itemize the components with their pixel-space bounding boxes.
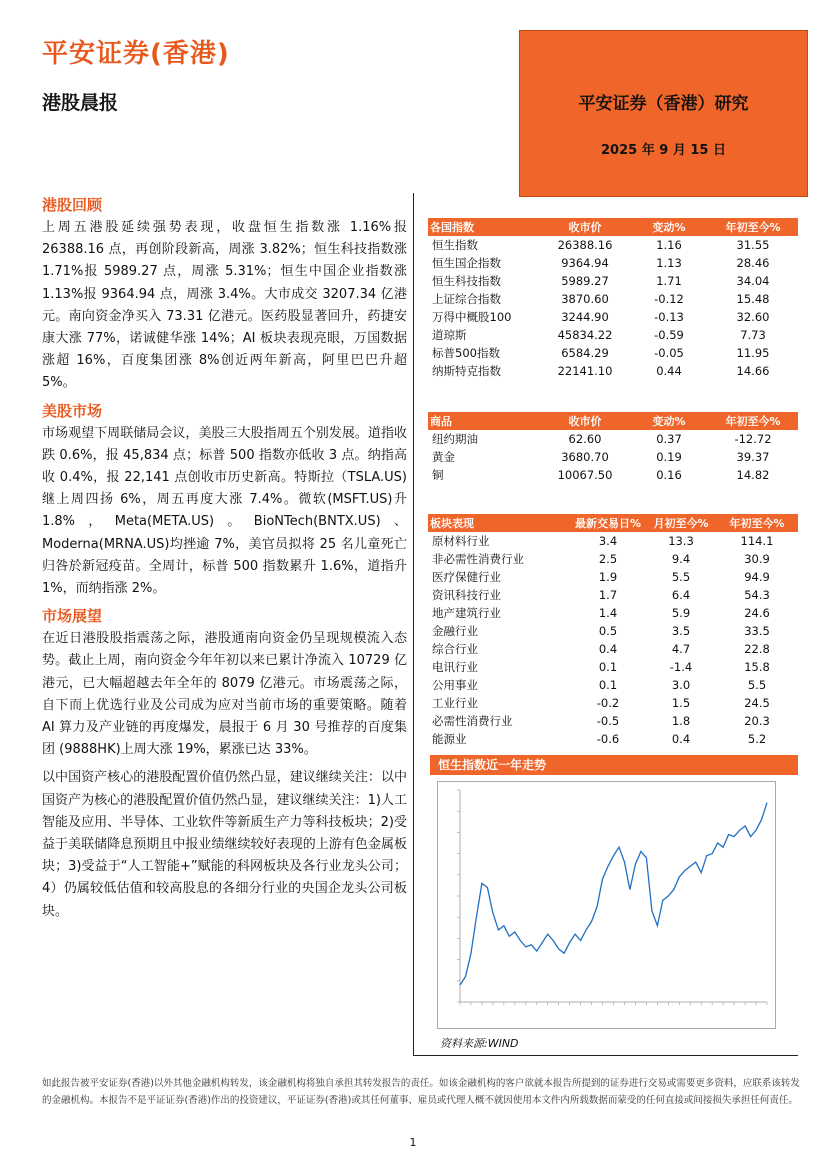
row-label: 万得中概股100 xyxy=(432,310,512,324)
row-label: 纽约期油 xyxy=(432,432,478,447)
cell-value: 22.8 xyxy=(744,642,770,656)
cell-value: 2.5 xyxy=(598,552,618,566)
cell-value: 0.5 xyxy=(598,624,618,638)
cell-value: 62.60 xyxy=(568,432,602,447)
row-label: 标普500指数 xyxy=(432,346,500,360)
cell-value: 28.46 xyxy=(736,256,770,270)
cell-value: 15.48 xyxy=(736,292,770,306)
row-label: 能源业 xyxy=(432,732,467,746)
cell-value: 5989.27 xyxy=(561,274,609,288)
cell-value: 11.95 xyxy=(736,346,770,360)
cell-value: 10067.50 xyxy=(557,468,613,482)
cell-value: 24.6 xyxy=(744,606,770,620)
cell-value: 5.2 xyxy=(747,732,767,746)
row-label: 工业行业 xyxy=(432,696,478,710)
cell-value: 94.9 xyxy=(744,570,770,584)
company-logo: 平安证券(香港) xyxy=(42,39,230,69)
table-header: 月初至今% xyxy=(646,514,716,532)
cell-value: 5.9 xyxy=(671,606,691,620)
table-header: 年初至今% xyxy=(716,514,798,532)
cell-value: 1.13 xyxy=(656,256,682,270)
table-header: 变动% xyxy=(630,412,708,430)
cell-value: 0.1 xyxy=(598,678,618,692)
page-title: 港股晨报 xyxy=(42,92,119,114)
chart-title: 恒生指数近一年走势 xyxy=(430,755,798,775)
row-label: 恒生指数 xyxy=(432,238,478,253)
row-label: 恒生国企指数 xyxy=(432,256,501,270)
series-line xyxy=(460,803,767,985)
cell-value: 30.9 xyxy=(744,552,770,566)
cell-value: 3.4 xyxy=(598,534,618,549)
hsi-chart xyxy=(437,781,776,1029)
table-row xyxy=(428,272,798,290)
cell-value: 33.5 xyxy=(744,624,770,638)
bottom-divider xyxy=(413,1055,798,1056)
cell-value: -0.59 xyxy=(654,328,684,342)
row-label: 黄金 xyxy=(432,450,455,464)
row-label: 原材料行业 xyxy=(432,534,490,549)
cell-value: 13.3 xyxy=(668,534,694,549)
section-heading: 美股市场 xyxy=(42,401,103,420)
row-label: 医疗保健行业 xyxy=(432,570,501,584)
index-table xyxy=(428,218,798,380)
cell-value: -0.5 xyxy=(596,714,620,728)
table-header: 年初至今% xyxy=(708,412,798,430)
cell-value: 9.4 xyxy=(671,552,691,566)
cell-value: 31.55 xyxy=(736,238,770,253)
table-row xyxy=(428,466,798,484)
row-label: 必需性消费行业 xyxy=(432,714,513,728)
cell-value: 32.60 xyxy=(736,310,770,324)
cell-value: 3.5 xyxy=(671,624,691,638)
cell-value: 9364.94 xyxy=(561,256,609,270)
table-row xyxy=(428,658,798,676)
cell-value: 45834.22 xyxy=(557,328,613,342)
report-header-box xyxy=(519,30,808,197)
table-row xyxy=(428,448,798,466)
cell-value: 3244.90 xyxy=(561,310,609,324)
cell-value: -0.2 xyxy=(596,696,620,710)
cell-value: 0.1 xyxy=(598,660,618,674)
cell-value: 1.4 xyxy=(598,606,618,620)
cell-value: 4.7 xyxy=(671,642,691,656)
table-row xyxy=(428,640,798,658)
table-header: 最新交易日% xyxy=(570,514,646,532)
cell-value: 1.8 xyxy=(671,714,691,728)
row-label: 资讯科技行业 xyxy=(432,588,501,602)
cell-value: 1.16 xyxy=(656,238,682,253)
cell-value: 14.82 xyxy=(736,468,770,482)
sector-table xyxy=(428,514,798,748)
row-label: 地产建筑行业 xyxy=(432,606,501,620)
cell-value: 7.73 xyxy=(740,328,766,342)
table-header: 收市价 xyxy=(540,218,630,236)
section-heading: 市场展望 xyxy=(42,607,103,626)
table-header: 年初至今% xyxy=(708,218,798,236)
chart-axes xyxy=(460,790,767,1002)
cell-value: 0.44 xyxy=(656,364,682,378)
hsi-chart-svg xyxy=(438,782,775,1028)
table-row xyxy=(428,730,798,748)
cell-value: 114.1 xyxy=(740,534,774,549)
table-row xyxy=(428,326,798,344)
row-label: 电讯行业 xyxy=(432,660,478,674)
table-header-row xyxy=(428,412,798,430)
cell-value: 20.3 xyxy=(744,714,770,728)
commentary-column xyxy=(42,193,407,923)
row-label: 金融行业 xyxy=(432,624,478,638)
commodity-table xyxy=(428,412,798,484)
cell-value: -0.13 xyxy=(654,310,684,324)
row-label: 道琼斯 xyxy=(432,328,467,342)
cell-value: -0.12 xyxy=(654,292,684,306)
cell-value: 3.0 xyxy=(671,678,691,692)
section-paragraph: 以中国资产核心的港股配置价值仍然凸显，建议继续关注：以中国资产为核心的港股配置价值仍然凸显，建议继续关注：1)人工智能及应用、半导体、工业软件等新质生产力等科技板块；2)受益于美联储降息预期且中报业绩继续较好表现的上游有色金属板块；3)受益于“人工智能+”赋能的科网板块及各行业龙头公司；4）仍属较低估值和较高股息的各细分行业的央国企龙头公司板块。 xyxy=(42,770,407,919)
cell-value: -1.4 xyxy=(669,660,693,674)
table-row xyxy=(428,236,798,254)
table-row xyxy=(428,308,798,326)
table-row xyxy=(428,362,798,380)
section-paragraph: 市场观望下周联储局会议，美股三大股指周五个别发展。道指收跌 0.6%，报 45,834 点；标普 500 指数亦低收 3 点。纳指高收 0.4%，报 22,141 点创收市历史新高。特斯拉（TSLA.US)继上周四扬 6%，周五再度大涨 7.4%。微软(MSFT.US)升 1.8%，Meta(META.US)。BioNTech(BNTX.US)、Moderna(MRNA.US)均挫逾 7%，美官员拟将 25 名儿童死亡归咎於新冠疫苗。全周计，标普 500 指数累升 1.6%，道指升 1%，而纳指涨 2%。 xyxy=(42,425,407,597)
table-row xyxy=(428,290,798,308)
cell-value: 22141.10 xyxy=(557,364,613,378)
row-label: 上证综合指数 xyxy=(432,292,501,306)
cell-value: 15.8 xyxy=(744,660,770,674)
table-row xyxy=(428,532,798,550)
cell-value: 54.3 xyxy=(744,588,770,602)
cell-value: 1.9 xyxy=(598,570,618,584)
cell-value: 0.16 xyxy=(656,468,682,482)
row-label: 铜 xyxy=(432,468,444,482)
table-row xyxy=(428,694,798,712)
cell-value: 1.71 xyxy=(656,274,682,288)
table-row xyxy=(428,430,798,448)
section-paragraph: 上周五港股延续强势表现，收盘恒生指数涨 1.16%报 26388.16 点，再创阶段新高，周涨 3.82%；恒生科技指数涨 1.71%报 5989.27 点，周涨 5.31%；恒生中国企业指数涨 1.13%报 9364.94 点，周涨 3.4%。大市成交 3207.34 亿港元。南向资金净买入 73.31 亿港元。医药股显著回升，药捷安康大涨 77%，诺诚健华涨 14%；AI 板块表现亮眼，万国数据涨超 16%，百度集团涨 8%创近两年新高，阿里巴巴升超 5%。 xyxy=(42,220,407,391)
table-header: 各国指数 xyxy=(428,218,540,236)
cell-value: 5.5 xyxy=(747,678,767,692)
table-header: 变动% xyxy=(630,218,708,236)
table-row xyxy=(428,254,798,272)
cell-value: 0.37 xyxy=(656,432,682,447)
cell-value: 5.5 xyxy=(671,570,691,584)
table-row xyxy=(428,712,798,730)
column-divider xyxy=(413,193,414,1055)
table-header: 板块表现 xyxy=(428,514,570,532)
cell-value: -12.72 xyxy=(734,432,772,447)
page-number: 1 xyxy=(409,1136,417,1149)
cell-value: 0.19 xyxy=(656,450,682,464)
row-label: 恒生科技指数 xyxy=(432,274,501,288)
cell-value: 3870.60 xyxy=(561,292,609,306)
table-row xyxy=(428,568,798,586)
cell-value: 14.66 xyxy=(736,364,770,378)
report-date: 2025 年 9 月 15 日 xyxy=(601,143,726,158)
table-header-row xyxy=(428,514,798,532)
row-label: 综合行业 xyxy=(432,642,478,656)
row-label: 非必需性消费行业 xyxy=(432,552,524,566)
cell-value: -0.05 xyxy=(654,346,684,360)
section-paragraph: 在近日港股股指震荡之际，港股通南向资金仍呈现规模流入态势。截止上周，南向资金今年年初以来已累计净流入 10729 亿港元，已大幅超越去年全年的 8079 亿港元。市场震荡之际，自下而上优选行业及公司成为应对当前市场的重要策略。随着 AI 算力及产业链的再度爆发，晨报于 6 月 30 号推荐的百度集团 (9888HK)上周大涨 19%，累涨已达 33%。 xyxy=(42,631,407,758)
cell-value: 1.5 xyxy=(671,696,691,710)
section-heading: 港股回顾 xyxy=(42,196,103,214)
row-label: 纳斯特克指数 xyxy=(432,364,501,378)
table-row xyxy=(428,604,798,622)
cell-value: 3680.70 xyxy=(561,450,609,464)
cell-value: -0.6 xyxy=(596,732,620,746)
cell-value: 6584.29 xyxy=(561,346,609,360)
cell-value: 6.4 xyxy=(671,588,691,602)
row-label: 公用事业 xyxy=(432,678,478,692)
cell-value: 24.5 xyxy=(744,696,770,710)
cell-value: 0.4 xyxy=(671,732,691,746)
table-row xyxy=(428,676,798,694)
cell-value: 34.04 xyxy=(736,274,770,288)
data-source: 资料来源:WIND xyxy=(440,1037,519,1050)
cell-value: 1.7 xyxy=(598,588,618,602)
cell-value: 0.4 xyxy=(598,642,618,656)
cell-value: 39.37 xyxy=(736,450,770,464)
table-header-row xyxy=(428,218,798,236)
cell-value: 26388.16 xyxy=(557,238,613,253)
disclaimer: 如此报告被平安证券(香港)以外其他金融机构转发，该金融机构将独自承担其转发报告的责任。如该金融机构的客户欲就本报告所提到的证券进行交易或需要更多资料，应联系该转发的金融机构。本报告不是平证证券(香港)作出的投资建议，平证证券(香港)或其任何董事、雇员或代理人概不就因使用本文件内所载数据而蒙受的任何直接或间接损失承担任何责任。 xyxy=(42,1078,800,1106)
research-org: 平安证券（香港）研究 xyxy=(578,94,749,114)
table-row xyxy=(428,586,798,604)
table-row xyxy=(428,344,798,362)
table-header: 收市价 xyxy=(540,412,630,430)
table-row xyxy=(428,622,798,640)
table-header: 商品 xyxy=(428,412,540,430)
table-row xyxy=(428,550,798,568)
